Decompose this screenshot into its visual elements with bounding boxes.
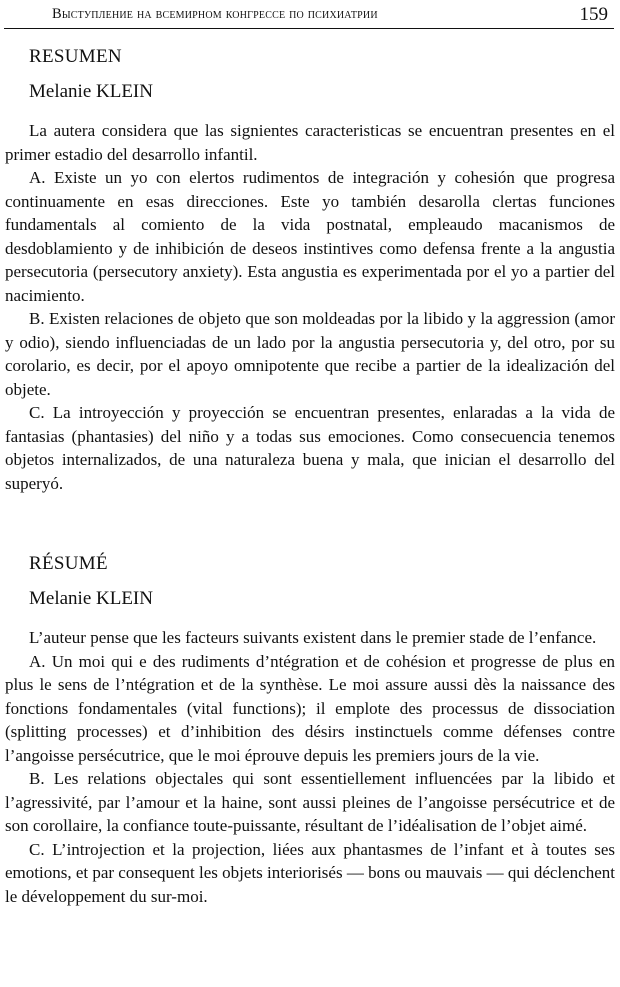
paragraph: La autera considera que las signientes caracteristicas se encuentran presentes en el primer estadio del desarrollo infantil. [5, 121, 615, 164]
page-number: 159 [579, 4, 608, 25]
section-title: RESUMEN [29, 46, 122, 67]
section-author: Melanie KLEIN [29, 588, 153, 609]
paragraph: A. Existe un yo con elertos rudimentos de integración y cohesión que progresa continuamente en esas direcciones. Este yo también desarolla clertas funciones fundamentals al comiento de la vida postnatal, empleaudo macanismos de desdoblamiento y de inhibición de deseos instintives como defensa frente a la angustia persecutoria (persecutory anxiety). Esta angustia es experimentada por el yo a partier del nacimiento. [5, 168, 615, 305]
section-body [5, 626, 615, 908]
paragraph: A. Un moi qui e des rudiments d’ntégration et de cohésion et progresse de plus en plus le sens de l’ntégration et de la synthèse. Le moi assure aussi dès la naissance des fonctions fondamentales (vital functions); il emplote des processus de dissociation (splitting processes) et d’inhibition des désirs instinctuels comme défenses contre l’angoisse persécutrice, que le moi éprouve depuis les premiers jours de la vie. [5, 651, 615, 765]
section-resumen [5, 46, 615, 495]
paragraph: C. La introyección y proyección se encuentran presentes, enlaradas a la vida de fantasias (phantasies) del niño y a todas sus emociones. Como consecuencia tenemos objetos internalizados, de una naturaleza buena y mala, que inician el desarrollo del superyó. [5, 403, 615, 493]
paragraph: B. Existen relaciones de objeto que son moldeadas por la libido y la aggression (amor y odio), siendo influenciadas de un lado por la angustia persecutoria y, del otro, por su corolario, es decir, por el apoyo omnipotente que recibe a partier de la idealización del objete. [5, 309, 615, 399]
section-body [5, 119, 615, 495]
section-resume [5, 553, 615, 908]
paragraph: L’auteur pense que les facteurs suivants existent dans le premier stade de l’enfance. [29, 628, 597, 647]
section-author: Melanie KLEIN [29, 81, 153, 102]
paragraph: B. Les relations objectales qui sont essentiellement influencées par la libido et l’agressivité, par l’amour et la haine, sont aussi pleines de l’angoisse persécutrice et de son corollaire, la confiance toute-puissante, résultant de l’idéalisation de l’objet aimé. [5, 769, 615, 835]
section-title: RÉSUMÉ [29, 553, 108, 574]
running-title: Выступление на всемирном конгрессе по психиатрии [52, 6, 378, 22]
running-header [4, 4, 614, 29]
paragraph: C. L’introjection et la projection, liées aux phantasmes de l’infant et à toutes ses emotions, et par consequent les objets interiorisés — bons ou mauvais — qui déclenchent le développement du sur-moi. [5, 839, 615, 906]
